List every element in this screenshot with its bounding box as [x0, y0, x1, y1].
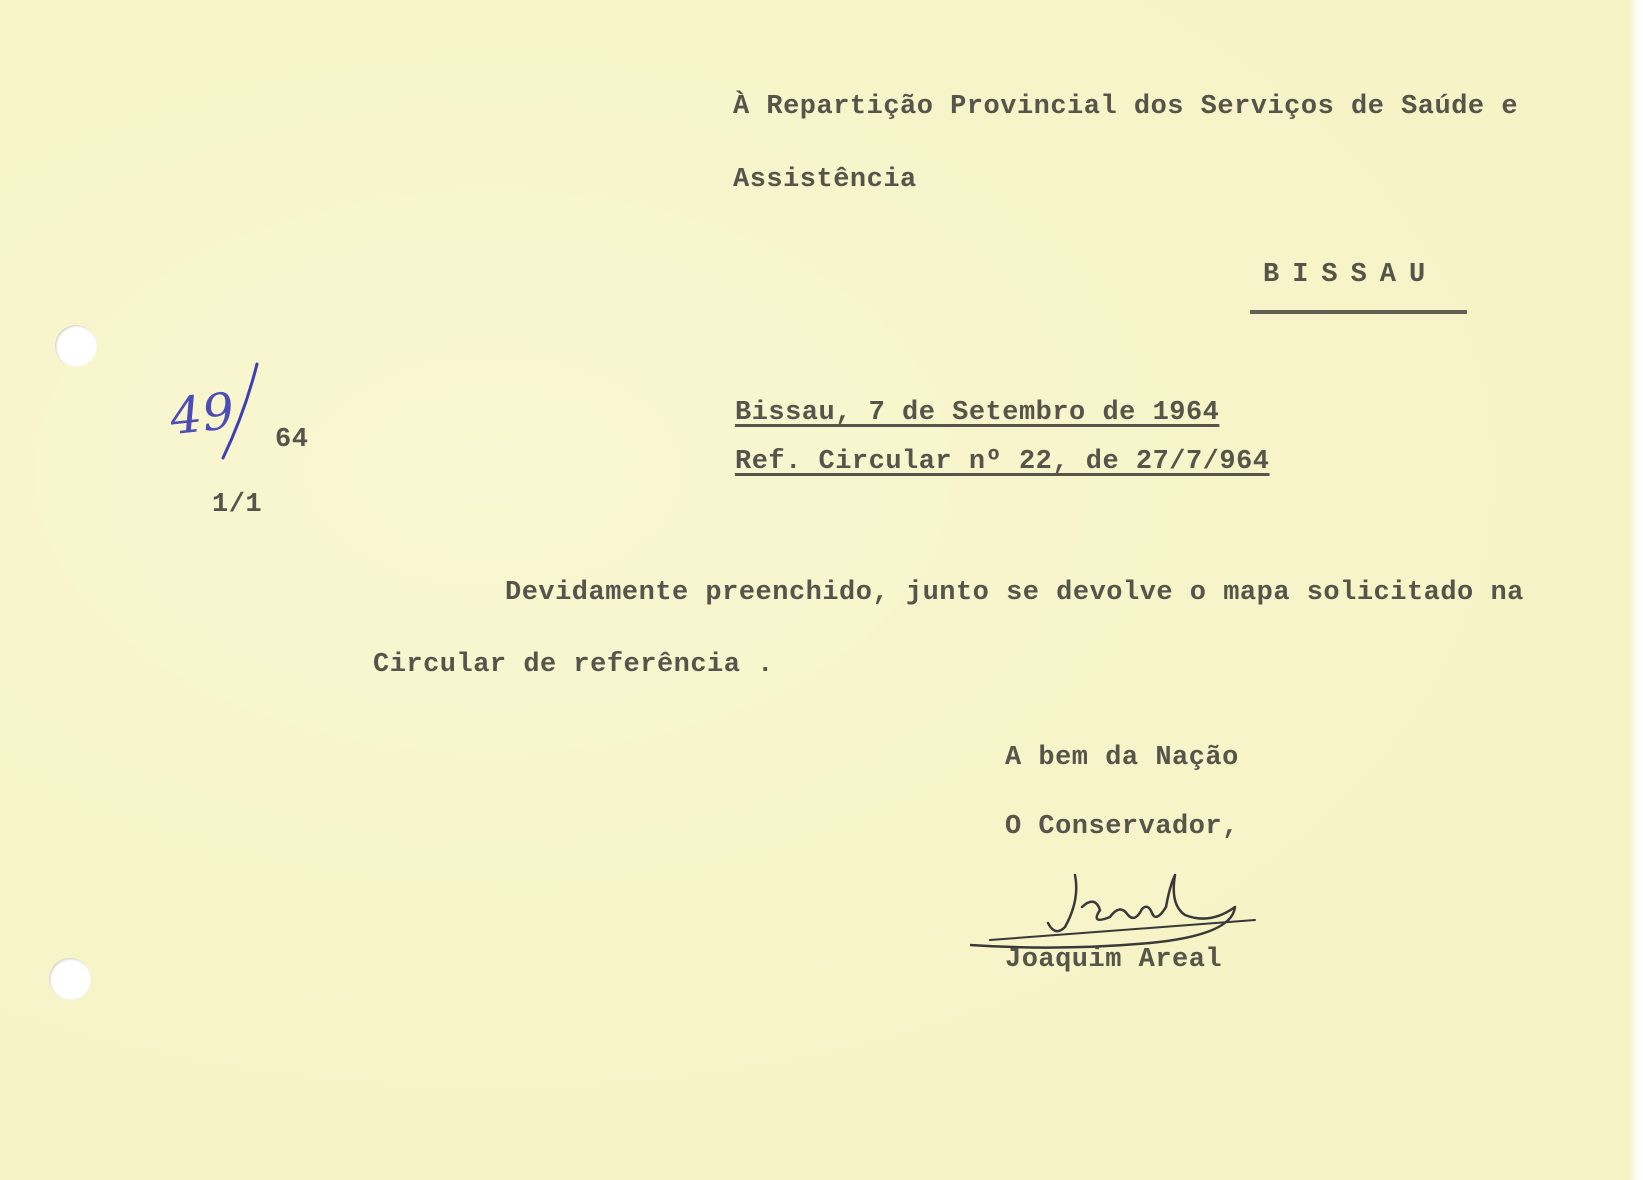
- addressee-city: BISSAU: [1263, 260, 1439, 290]
- body-line-2: Circular de referência .: [373, 650, 774, 680]
- paper-edge: [1629, 0, 1643, 1180]
- dateline: Bissau, 7 de Setembro de 1964: [735, 398, 1220, 428]
- circular-reference: Ref. Circular nº 22, de 27/7/964: [735, 447, 1270, 477]
- handwritten-slash: [215, 362, 275, 462]
- reference-year: 64: [275, 425, 309, 455]
- signature: [970, 865, 1280, 955]
- reference-sheet: 1/1: [212, 490, 263, 520]
- body-line-1: Devidamente preenchido, junto se devolve o mapa solicitado na: [505, 578, 1524, 608]
- addressee-line-1: À Repartição Provincial dos Serviços de Saúde e: [733, 92, 1519, 122]
- signatory-title: O Conservador,: [1005, 812, 1239, 842]
- signatory-name: Joaquim Areal: [1005, 945, 1223, 975]
- city-underline: [1250, 310, 1467, 314]
- handwritten-number: 49: [167, 381, 238, 447]
- addressee-line-2: Assistência: [733, 165, 917, 195]
- punch-hole-bottom: [49, 958, 91, 1000]
- closing-salutation: A bem da Nação: [1005, 743, 1239, 773]
- punch-hole-top: [55, 325, 97, 367]
